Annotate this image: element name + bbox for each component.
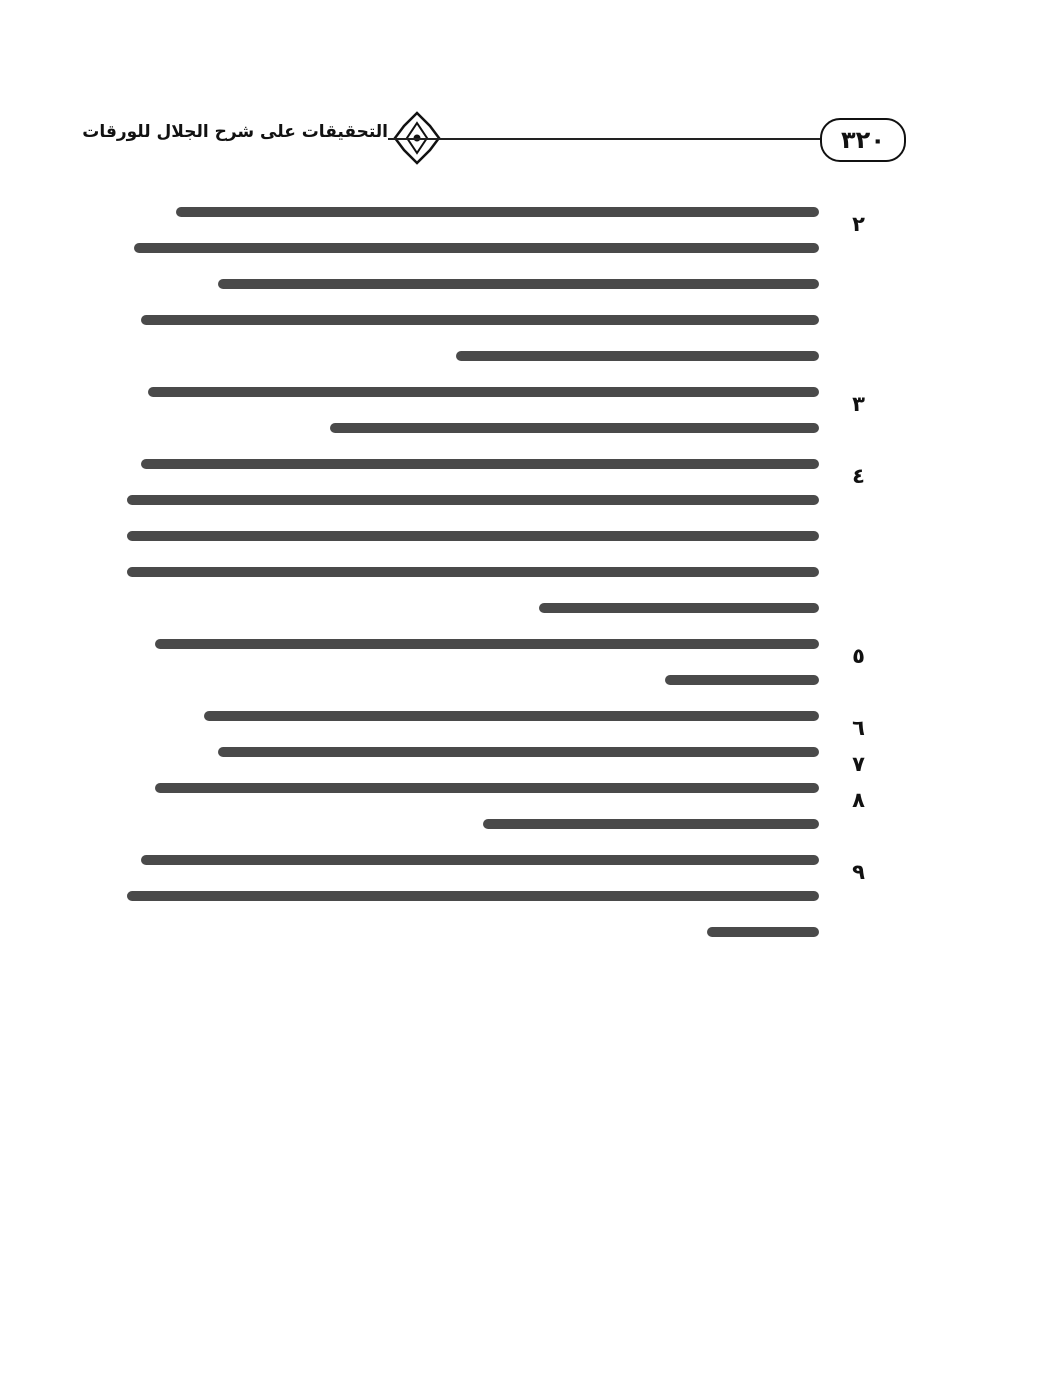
text-placeholder: [155, 639, 819, 649]
list-item: [120, 747, 865, 776]
text-placeholder: [134, 243, 819, 253]
item-number: ٣: [852, 392, 865, 416]
text-placeholder: [155, 783, 819, 793]
text-placeholder: [141, 315, 819, 325]
page-header: [82, 108, 910, 168]
item-number: ٦: [852, 716, 865, 740]
text-placeholder: [218, 747, 819, 757]
header-rule: [388, 138, 826, 140]
list-item: [120, 639, 865, 685]
page-body: [120, 195, 865, 963]
text-placeholder: [665, 675, 819, 685]
text-placeholder: [141, 855, 819, 865]
list-item: [120, 207, 865, 361]
text-placeholder: [141, 459, 819, 469]
text-placeholder: [148, 387, 819, 397]
text-placeholder: [218, 279, 819, 289]
list-item: [120, 459, 865, 613]
text-placeholder: [483, 819, 819, 829]
list-item: [120, 711, 865, 740]
text-placeholder: [330, 423, 819, 433]
text-placeholder: [456, 351, 819, 361]
item-number: ٢: [852, 212, 865, 236]
text-placeholder: [127, 495, 819, 505]
list-item: [120, 387, 865, 433]
text-placeholder: [707, 927, 819, 937]
text-placeholder: [176, 207, 819, 217]
item-number: ٨: [852, 788, 865, 812]
text-placeholder: [127, 891, 819, 901]
text-placeholder: [127, 531, 819, 541]
item-number: ٧: [852, 752, 865, 776]
list-item: [120, 855, 865, 937]
text-placeholder: [127, 567, 819, 577]
item-number: ٥: [852, 644, 865, 668]
item-number: ٩: [852, 860, 865, 884]
page-number: ٣٢٠: [820, 118, 906, 162]
text-placeholder: [204, 711, 819, 721]
item-number: ٤: [852, 464, 865, 488]
list-item: [120, 783, 865, 829]
text-placeholder: [539, 603, 819, 613]
running-title: التحقيقات على شرح الجلال للورقات: [82, 122, 388, 142]
